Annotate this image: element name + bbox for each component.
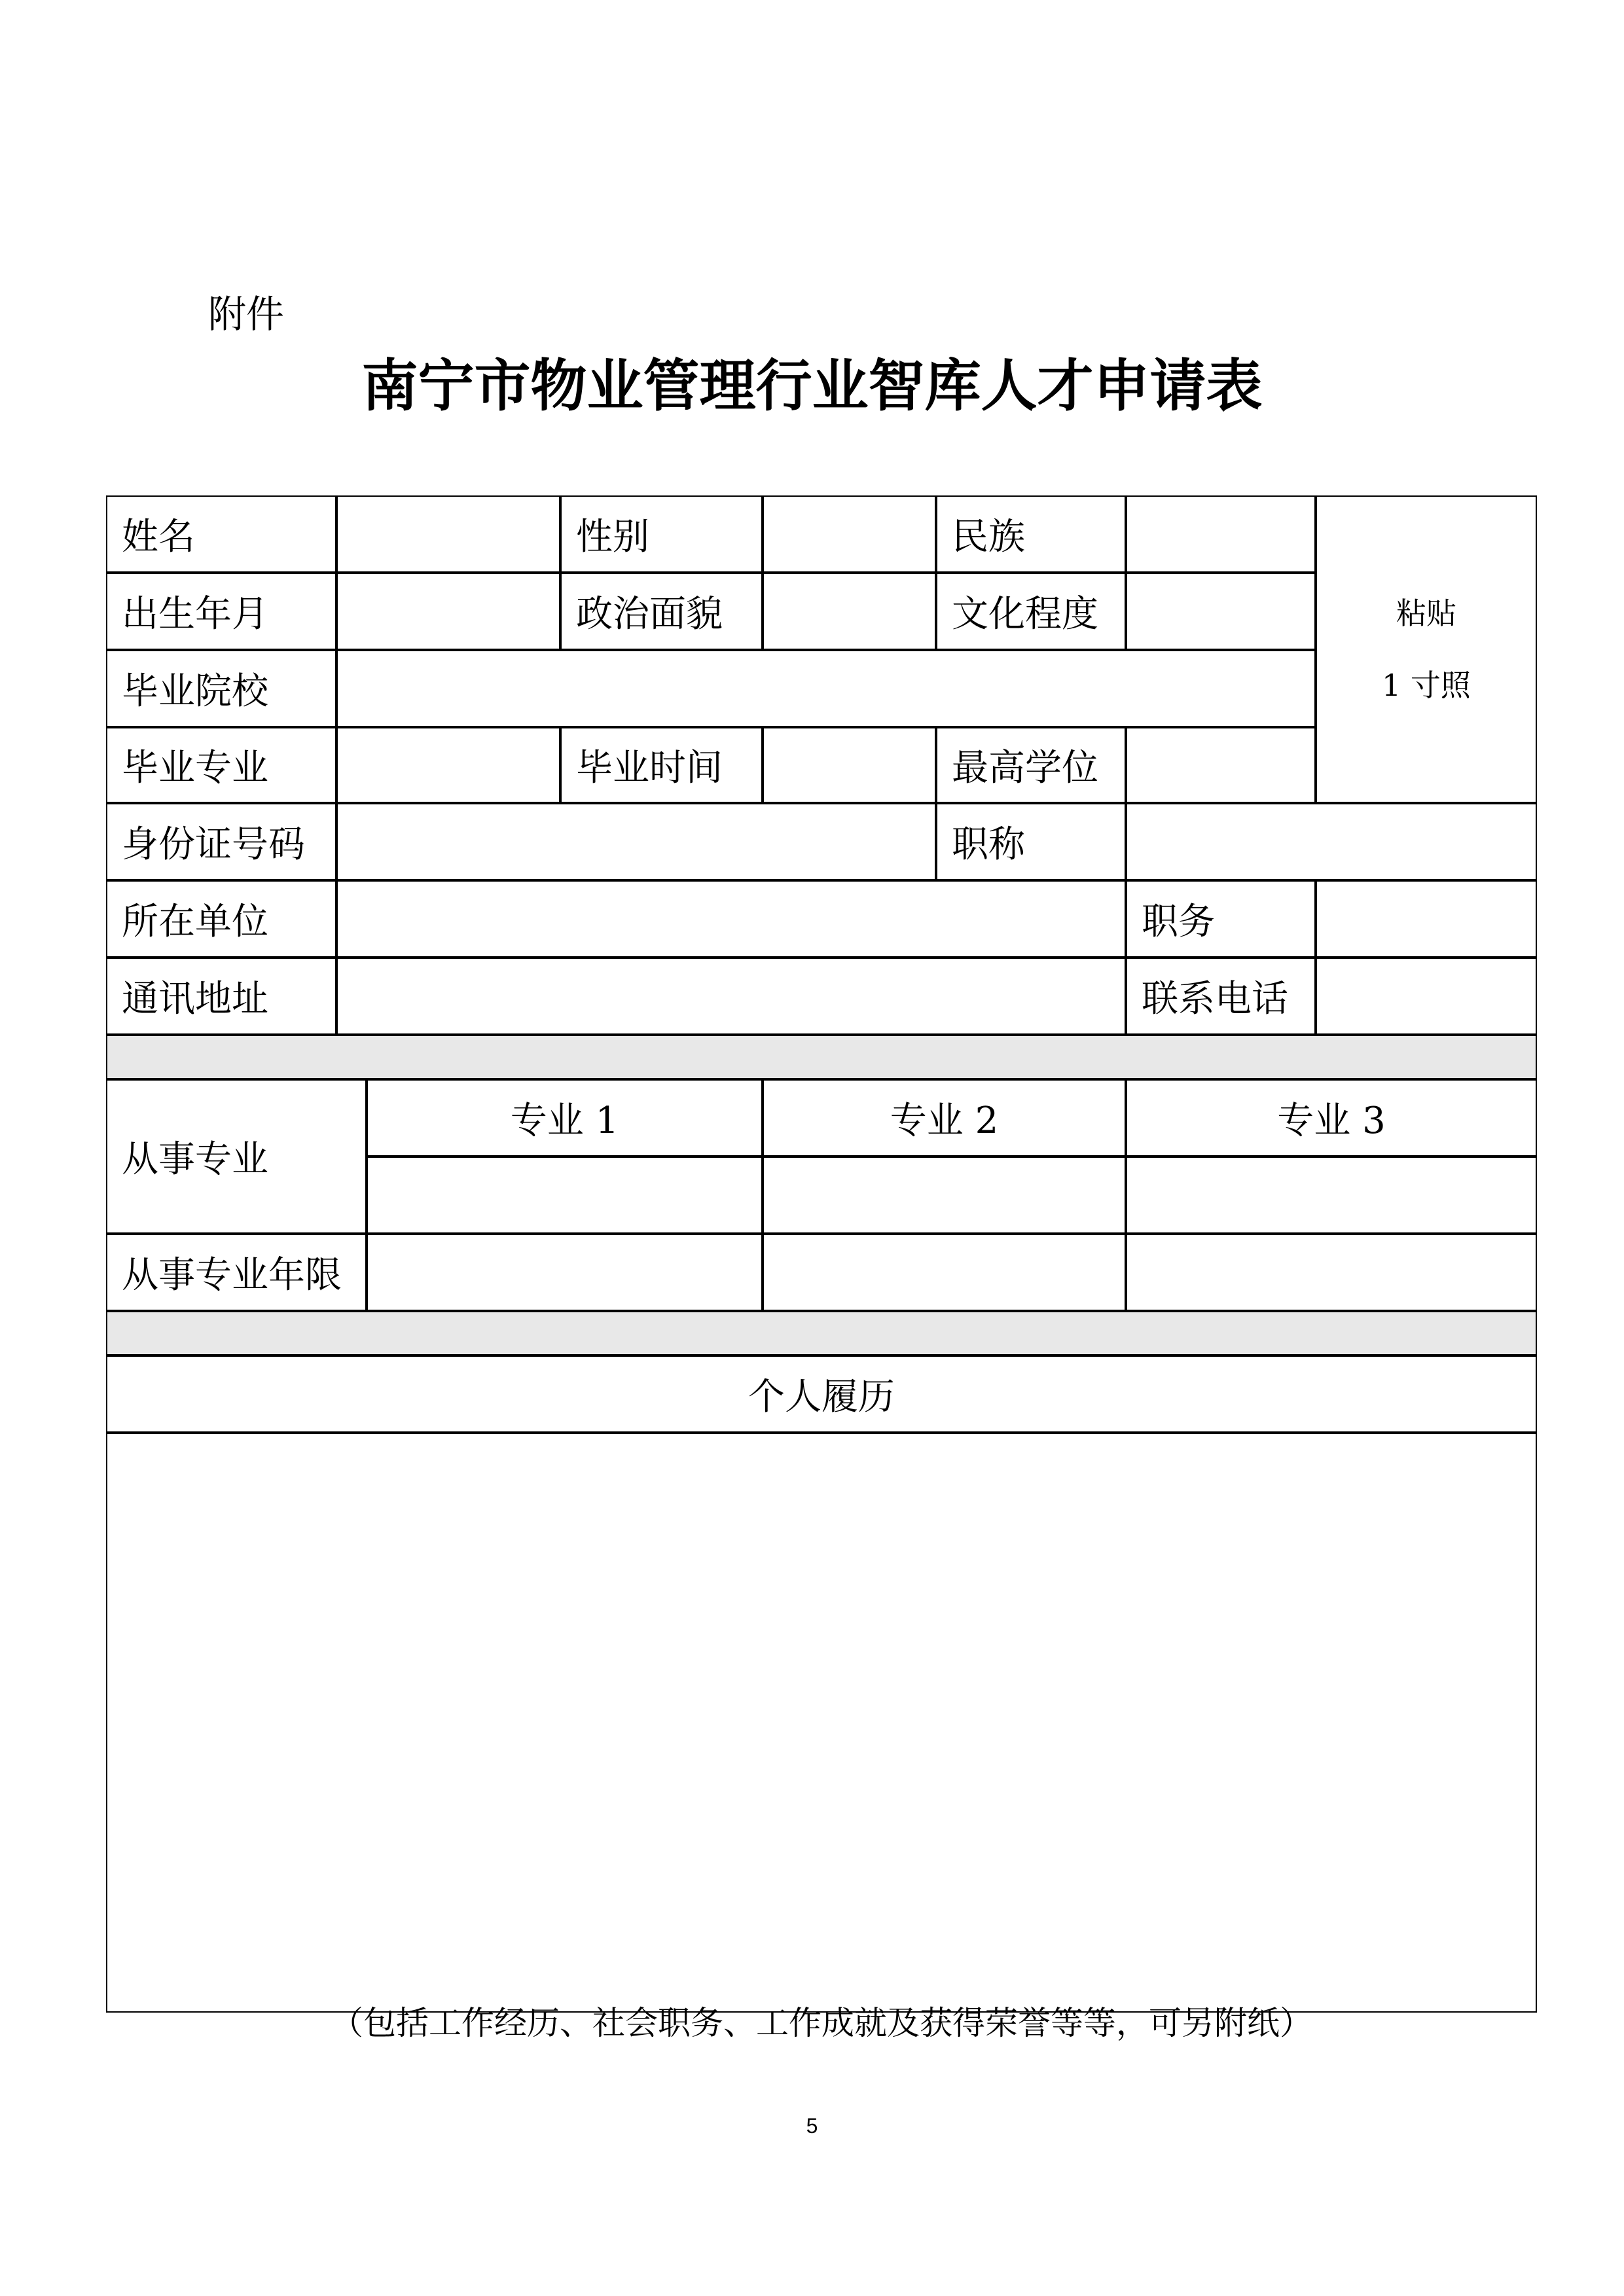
specialty-2-input[interactable] <box>763 1157 1126 1234</box>
photo-label-paste: 粘贴 <box>1396 596 1456 631</box>
degree-input[interactable] <box>1126 727 1316 803</box>
grad-time-input[interactable] <box>763 727 936 803</box>
degree-label: 最高学位 <box>936 727 1126 803</box>
specialty-2-header: 专业 2 <box>763 1079 1126 1157</box>
education-label: 文化程度 <box>936 573 1126 650</box>
major-label: 毕业专业 <box>106 727 336 803</box>
gender-input[interactable] <box>763 495 936 573</box>
resume-input-area[interactable] <box>106 1433 1537 2042</box>
political-label: 政治面貌 <box>560 573 763 650</box>
address-label: 通讯地址 <box>106 958 336 1035</box>
specialty-3-years-input[interactable] <box>1126 1234 1537 1311</box>
political-input[interactable] <box>763 573 936 650</box>
title-rank-input[interactable] <box>1126 803 1537 880</box>
application-form-table <box>106 495 1536 2042</box>
major-input[interactable] <box>336 727 560 803</box>
specialty-3-input[interactable] <box>1126 1157 1537 1234</box>
ethnicity-label: 民族 <box>936 495 1126 573</box>
form-title: 南宁市物业管理行业智库人才申请表 <box>361 353 1263 419</box>
id-label: 身份证号码 <box>106 803 336 880</box>
field-years-label: 从事专业年限 <box>106 1234 367 1311</box>
birth-input[interactable] <box>336 573 560 650</box>
specialty-1-input[interactable] <box>367 1157 763 1234</box>
specialty-3-header: 专业 3 <box>1126 1079 1537 1157</box>
section-divider <box>106 1035 1537 1079</box>
position-label: 职务 <box>1126 880 1316 958</box>
field-label: 从事专业 <box>106 1079 367 1234</box>
education-input[interactable] <box>1126 573 1316 650</box>
school-label: 毕业院校 <box>106 650 336 727</box>
page-number: 5 <box>806 2114 818 2138</box>
name-input[interactable] <box>336 495 560 573</box>
position-input[interactable] <box>1316 880 1537 958</box>
resume-header: 个人履历 <box>106 1355 1537 1433</box>
address-input[interactable] <box>336 958 1126 1035</box>
title-rank-label: 职称 <box>936 803 1126 880</box>
grad-time-label: 毕业时间 <box>560 727 763 803</box>
attachment-label: 附件 <box>208 292 285 336</box>
phone-label: 联系电话 <box>1126 958 1316 1035</box>
id-input[interactable] <box>336 803 936 880</box>
specialty-1-years-input[interactable] <box>367 1234 763 1311</box>
gender-label: 性别 <box>560 495 763 573</box>
birth-label: 出生年月 <box>106 573 336 650</box>
employer-input[interactable] <box>336 880 1126 958</box>
photo-box[interactable] <box>1316 495 1537 803</box>
resume-note: （包括工作经历、社会职务、工作成就及获得荣誉等等，可另附纸） <box>331 2004 1312 2042</box>
specialty-1-header: 专业 1 <box>367 1079 763 1157</box>
specialty-2-years-input[interactable] <box>763 1234 1126 1311</box>
school-input[interactable] <box>336 650 1316 727</box>
name-label: 姓名 <box>106 495 336 573</box>
photo-label-size: 1 寸照 <box>1382 668 1471 703</box>
ethnicity-input[interactable] <box>1126 495 1316 573</box>
section-divider <box>106 1311 1537 1355</box>
phone-input[interactable] <box>1316 958 1537 1035</box>
employer-label: 所在单位 <box>106 880 336 958</box>
